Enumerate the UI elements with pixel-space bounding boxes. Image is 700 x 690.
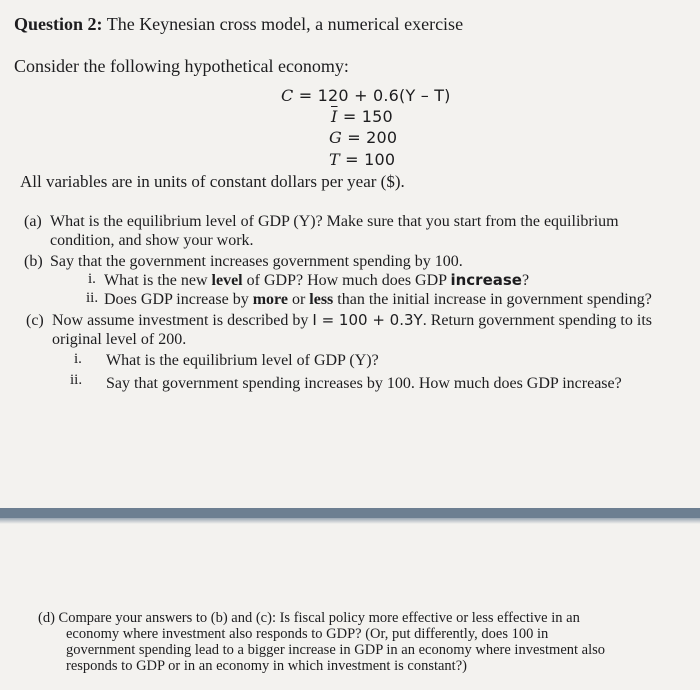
intro-text: Consider the following hypothetical economy: — [14, 56, 349, 76]
consumption-equation-text: = 120 + 0.6(Y – T) — [298, 86, 451, 105]
part-c-i-label: i. — [74, 351, 82, 367]
investment-equation: $\overline{I} = 150$ — [331, 107, 393, 126]
part-a-line2: condition, and show your work. — [50, 232, 254, 249]
part-b-ii-label: ii. — [86, 290, 99, 306]
part-d — [38, 610, 678, 674]
part-c-investment-equation: I = 100 + 0.3Y — [312, 311, 423, 329]
part-b-i-bold-2: increase — [450, 271, 522, 289]
part-d-line3: government spending lead to a bigger increase in GDP in an economy where investment also — [66, 642, 606, 658]
part-d-line1 — [38, 610, 678, 626]
consumption-equation: C = 120 + 0.6(Y – T) — [281, 86, 451, 105]
part-b-label: (b) — [24, 253, 43, 270]
part-b-text: Say that the government increases government spending by 100. — [50, 253, 463, 270]
part-b-i-bold-1: level — [211, 272, 243, 289]
part-c-ii-label: ii. — [70, 372, 83, 388]
government-equation: G = 200 — [329, 128, 398, 147]
part-b-i-text-2: of GDP? How much does GDP — [242, 272, 451, 289]
page-divider-shadow — [0, 518, 700, 524]
part-b-i-label: i. — [88, 271, 96, 287]
part-d-line2: economy where investment also responds to GDP? (Or, put differently, does 100 in — [66, 626, 549, 642]
part-d-line1-text: Compare your answers to (b) and (c): Is fiscal policy more effective or less effective in an — [58, 610, 580, 626]
investment-equation-text: = 150 — [342, 107, 393, 126]
part-b-ii-text — [104, 290, 652, 309]
part-b-ii-text-3: than the initial increase in government spending? — [333, 291, 652, 308]
question-heading — [14, 14, 463, 35]
part-d-label: (d) — [38, 610, 55, 626]
part-a-label: (a) — [24, 213, 42, 230]
part-c-i-text: What is the equilibrium level of GDP (Y)? — [106, 352, 379, 369]
part-c-ii-text: Say that government spending increases by 100. How much does GDP increase? — [106, 375, 622, 392]
part-b-ii-bold-2: less — [309, 291, 334, 308]
part-d-line4: responds to GDP or in an economy in which investment is constant?) — [66, 658, 467, 674]
part-b-ii-text-2: or — [287, 291, 310, 308]
part-c-text-1: Now assume investment is described by — [52, 312, 313, 329]
question-title: The Keynesian cross model, a numerical exercise — [106, 14, 464, 34]
part-b-i-text-1: What is the new — [104, 272, 212, 289]
part-c-text-2: . Return government spending to its — [422, 312, 652, 329]
taxes-equation: T = 100 — [329, 150, 396, 169]
units-note: All variables are in units of constant dollars per year ($). — [20, 172, 405, 191]
part-b-ii-text-1: Does GDP increase by — [104, 291, 253, 308]
part-b-ii-bold-1: more — [252, 291, 288, 308]
question-label: Question 2: — [14, 14, 103, 34]
page-divider — [0, 508, 700, 518]
part-a-line1: What is the equilibrium level of GDP (Y)? Make sure that you start from the equilibrium — [50, 213, 619, 230]
part-c-label: (c) — [26, 312, 44, 329]
government-equation-text: = 200 — [347, 128, 398, 147]
part-b-i-text — [104, 271, 529, 290]
part-c-line2: original level of 200. — [52, 331, 187, 348]
part-b-i-text-3: ? — [521, 272, 530, 289]
part-c-text — [52, 311, 692, 330]
taxes-equation-text: = 100 — [345, 150, 396, 169]
